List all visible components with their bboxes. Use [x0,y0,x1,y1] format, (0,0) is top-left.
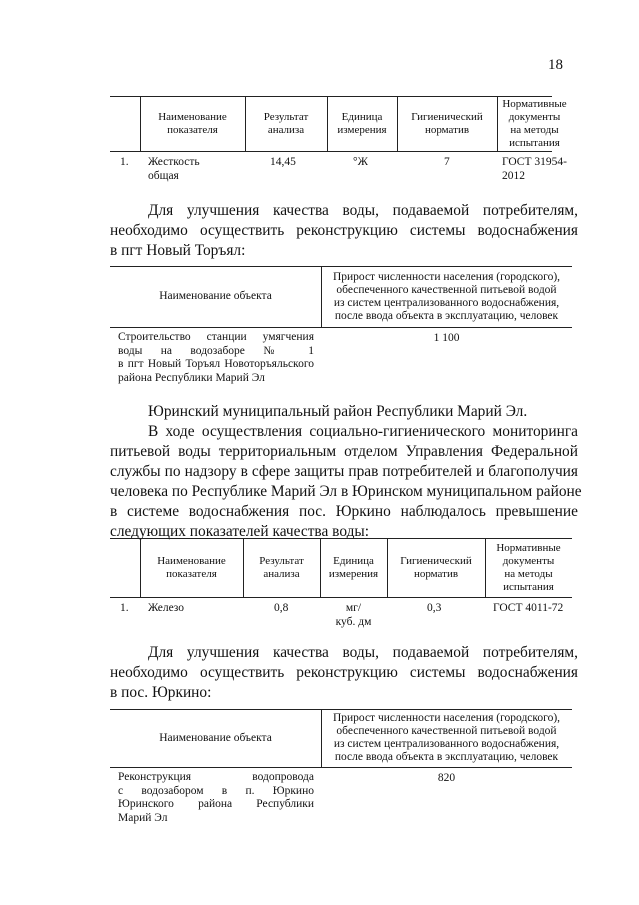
header-object-name: Наименование объекта [159,731,272,744]
header-object-name: Наименование объекта [159,290,272,302]
row-indicator-name: Жесткость общая [148,156,200,182]
row-unit: °Ж [353,156,368,168]
row-hygienic-norm: 7 [444,156,450,168]
page-number: 18 [548,57,563,73]
header-hygienic-norm: Гигиенический норматив [400,554,472,580]
header-population-growth: Прирост численности населения (городского), обеспеченного качественной питьевой водой из систем централизованного водоснабжения, после ввода объекта в эксплуатацию, человек [332,270,561,322]
row-population-growth: 820 [437,772,456,784]
header-indicator-name: Наименование показателя [158,110,227,136]
row-indicator-name: Железо [148,602,185,614]
header-population-growth: Прирост численности населения (городского), обеспеченного качественной питьевой водой из систем централизованного водоснабжения, после ввода объекта в эксплуатацию, человек [332,712,561,763]
row-analysis-result: 0,8 [274,602,289,614]
row-unit: мг/ куб. дм [335,602,372,628]
paragraph-yurkino: Для улучшения качества воды, подаваемой потребителям, необходимо осуществить реконструкцию системы водоснабжения в пос. Юркино: [110,644,578,701]
row-analysis-result: 14,45 [270,156,296,168]
paragraph-yurinsky-district: Юринский муниципальный район Республики Марий Эл. В ходе осуществления социально-гигиенического мониторинга питьевой воды территориальным отделом Управления Федеральной службы по надзору в сфере защиты прав потребителей и благополучия человека по Республике Марий Эл в Юринском муниципальном районе в системе водоснабжения пос. Юркино наблюдалось превышение следующих показателей качества воды: [110,403,582,540]
section-heading: Юринский муниципальный район Республики Марий Эл. [148,403,528,420]
header-normative-docs: Нормативные документы на методы испытания [502,97,567,149]
header-indicator-name: Наименование показателя [157,554,226,580]
row-normative-doc: ГОСТ 31954- 2012 [502,156,567,182]
row-normative-doc: ГОСТ 4011-72 [493,602,564,614]
row-object-name: Строительство станции умягчения воды на водозаборе № 1 в пгт Новый Торъял Новоторъяльского района Республики Марий Эл [118,331,314,384]
header-hygienic-norm: Гигиенический норматив [411,110,483,136]
row-population-growth: 1 100 [433,332,460,344]
header-unit: Единица измерения [337,110,387,136]
header-analysis-result: Результат анализа [263,110,309,136]
header-normative-docs: Нормативные документы на методы испытания [496,541,561,593]
header-unit: Единица измерения [328,554,379,580]
row-number: 1. [120,602,129,614]
row-number: 1. [120,156,129,168]
paragraph-novy-toryal: Для улучшения качества воды, подаваемой потребителям, необходимо осуществить реконструкцию системы водоснабжения в пгт Новый Торъял: [110,202,578,259]
row-hygienic-norm: 0,3 [427,602,442,614]
header-analysis-result: Результат анализа [259,554,304,580]
row-object-name: Реконструкция водопровода с водозабором в п. Юркино Юринского района Республики Марий Эл [118,771,314,824]
